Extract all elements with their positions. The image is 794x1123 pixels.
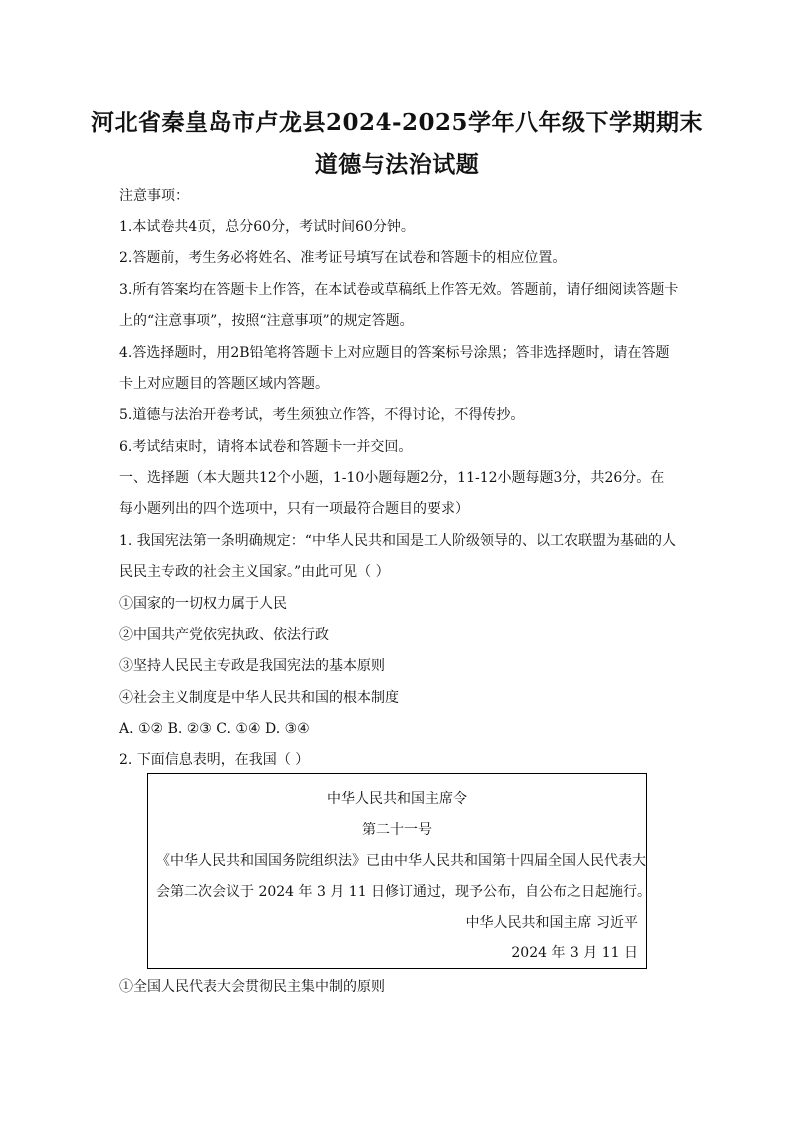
section-heading-line1: 一、选择题（本大题共12个小题，1-10小题每题2分，11-12小题每题3分，共26分。在 [119,470,665,486]
q2-stem: 2. 下面信息表明，在我国（ ） [119,752,310,768]
q1-stem-line2: 民民主专政的社会主义国家。”由此可见（ ） [119,564,390,580]
notice-item-1: 1.本试卷共4页，总分60分，考试时间60分钟。 [119,219,415,235]
exam-title-line1: 河北省秦皇岛市卢龙县2024-2025学年八年级下学期期末 [90,109,704,136]
decree-body-line2: 会第二次会议于 2024 年 3 月 11 日修订通过，现予公布，自公布之日起施行。 [156,884,652,900]
q1-statement-3: ③坚持人民民主专政是我国宪法的基本原则 [119,658,385,674]
q2-statement-1: ①全国人民代表大会贯彻民主集中制的原则 [119,979,385,995]
notice-item-5: 5.道德与法治开卷考试，考生须独立作答，不得讨论，不得传抄。 [119,407,525,423]
notice-heading: 注意事项： [119,188,189,204]
decree-title: 中华人民共和国主席令 [327,791,467,807]
decree-body-line1: 《中华人民共和国国务院组织法》已由中华人民共和国第十四届全国人民代表大 [156,853,646,869]
notice-item-4-line2: 卡上对应题目的答题区域内答题。 [119,376,329,392]
notice-item-6: 6.考试结束时，请将本试卷和答题卡一并交回。 [119,439,413,455]
q1-statement-2: ②中国共产党依宪执政、依法行政 [119,627,329,643]
q1-statement-1: ①国家的一切权力属于人民 [119,596,287,612]
decree-box [147,773,652,969]
notice-item-3-line1: 3.所有答案均在答题卡上作答，在本试卷或草稿纸上作答无效。答题前，请仔细阅读答题卡 [119,282,679,298]
decree-date: 2024 年 3 月 11 日 [511,945,638,961]
q1-statement-4: ④社会主义制度是中华人民共和国的根本制度 [119,690,399,706]
notice-item-3-line2: 上的“注意事项”，按照“注意事项”的规定答题。 [119,313,414,329]
notice-item-4-line1: 4.答选择题时，用2B铅笔将答题卡上对应题目的答案标号涂黑；答非选择题时，请在答题 [119,345,670,361]
decree-number: 第二十一号 [362,822,432,838]
q1-stem-line1: 1. 我国宪法第一条明确规定：“中华人民共和国是工人阶级领导的、以工农联盟为基础的人 [119,533,676,549]
notice-item-2: 2.答题前，考生务必将姓名、准考证号填写在试卷和答题卡的相应位置。 [119,250,567,266]
section-heading-line2: 每小题列出的四个选项中，只有一项最符合题目的要求） [119,501,469,517]
q1-options: A. ①② B. ②③ C. ①④ D. ③④ [119,721,310,737]
exam-title-line2: 道德与法治试题 [314,151,480,178]
decree-signature: 中华人民共和国主席 习近平 [465,915,638,931]
